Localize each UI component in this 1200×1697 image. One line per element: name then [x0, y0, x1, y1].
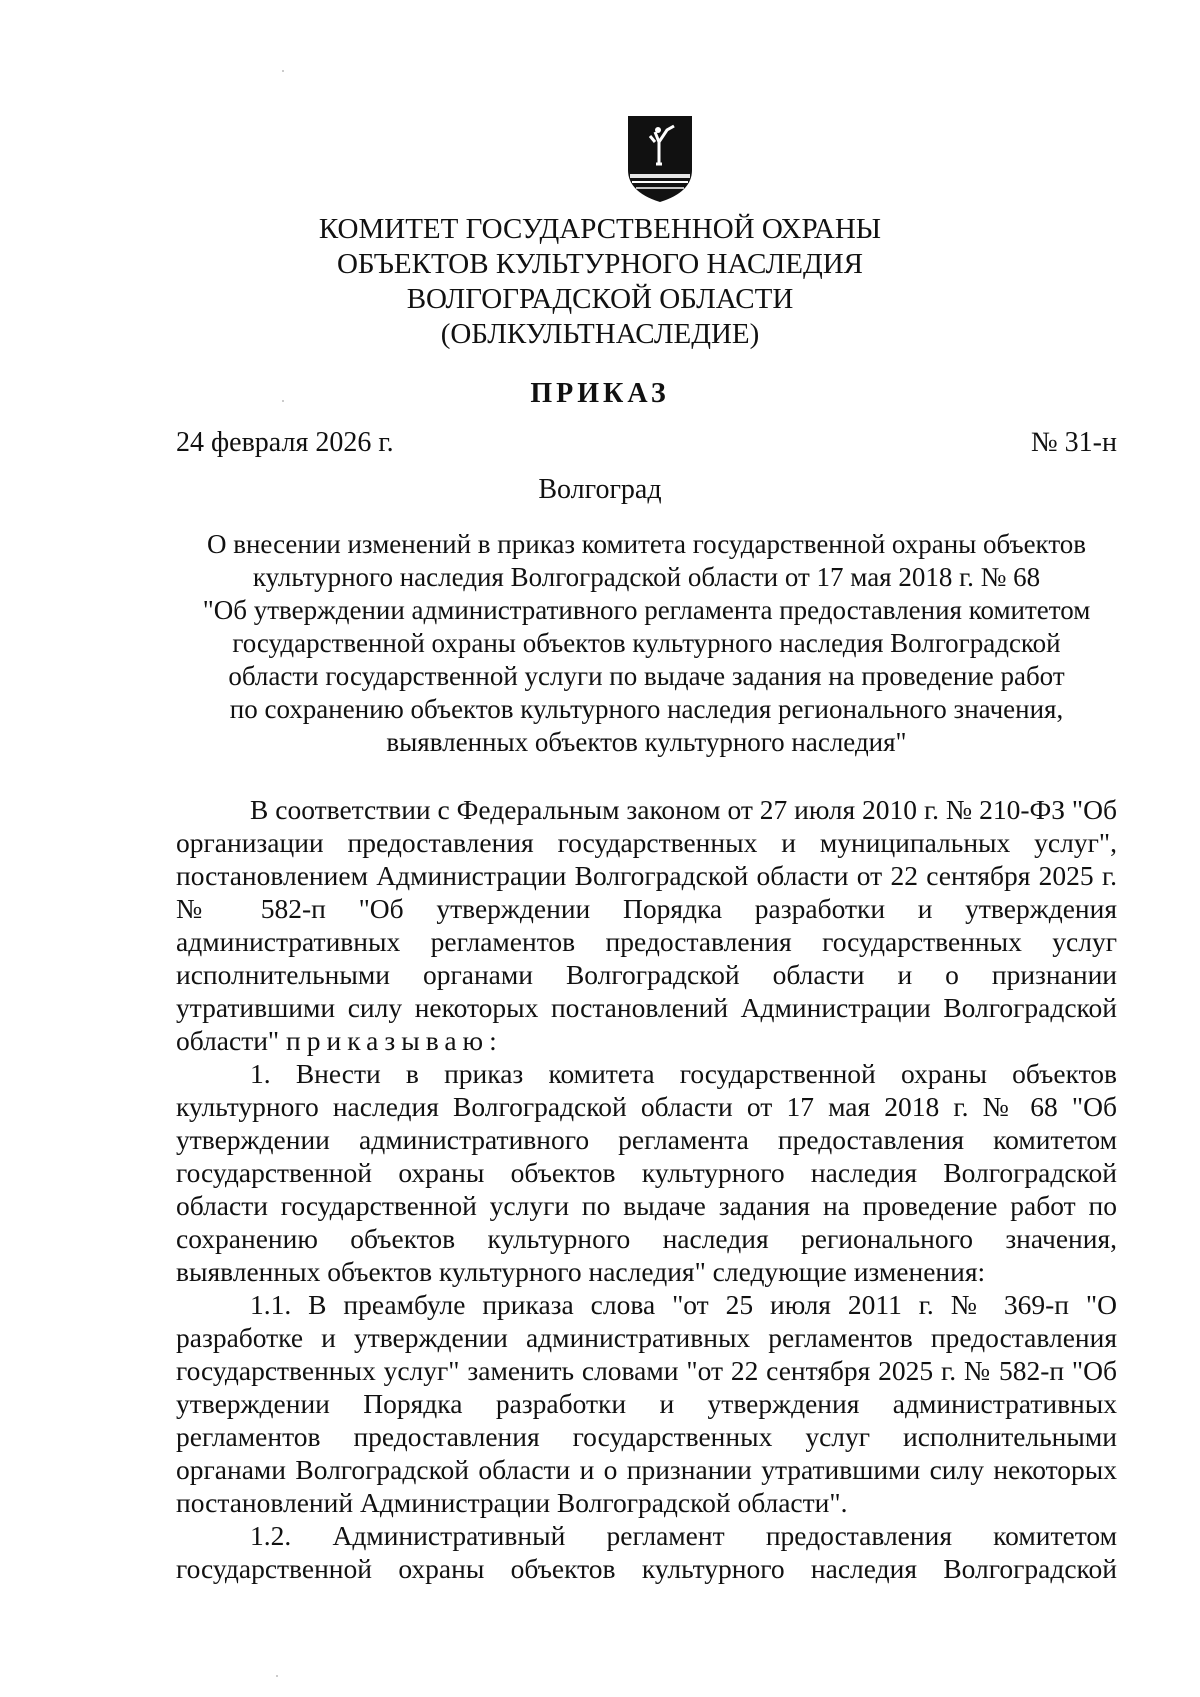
order-number: № 31-н [1030, 427, 1117, 458]
subject-line: по сохранению объектов культурного наследия регионального значения, [229, 694, 1064, 724]
item-1-1-paragraph: 1.1. В преамбуле приказа слова "от 25 июля 2011 г. № 369-п "О разработке и утверждении административных регламентов предоставления государственных услуг" заменить словами "от 22 сентября 2025 г. № 582-п "Об утверждении Порядка разработки и утверждения административных регламентов предоставления государственных услуг исполнительными органами Волгоградской области и о признании утратившими силу некоторых постановлений Администрации Волгоградской области". [176, 1289, 1117, 1518]
item-1-2-paragraph: 1.2. Административный регламент предоставления комитетом государственной охраны объектов культурного наследия Волгоградской [176, 1520, 1117, 1584]
decree-word: приказываю: [286, 1025, 503, 1056]
order-title: ПРИКАЗ [530, 378, 670, 409]
scan-speck [282, 70, 284, 72]
organization-name [0, 212, 1200, 352]
subject-line: выявленных объектов культурного наследия" [386, 727, 907, 757]
subject-line: государственной охраны объектов культурного наследия Волгоградской [232, 628, 1061, 658]
org-line-2: ОБЪЕКТОВ КУЛЬТУРНОГО НАСЛЕДИЯ [336, 248, 864, 280]
order-subject [176, 528, 1117, 759]
subject-line: О внесении изменений в приказ комитета государственной охраны объектов [206, 529, 1087, 559]
scan-speck [282, 400, 284, 402]
subject-line: области государственной услуги по выдаче задания на проведение работ [228, 661, 1065, 691]
item-1-paragraph: 1. Внести в приказ комитета государственной охраны объектов культурного наследия Волгоградской области от 17 мая 2018 г. № 68 "Об утверждении административного регламента предоставления комитетом государственной охраны объектов культурного наследия Волгоградской области государственной услуги по выдаче задания на проведение работ по сохранению объектов культурного наследия регионального значения, выявленных объектов культурного наследия" следующие изменения: [176, 1058, 1117, 1287]
order-date: 24 февраля 2026 г. [176, 427, 394, 458]
order-body [176, 793, 1117, 1585]
org-line-1: КОМИТЕТ ГОСУДАРСТВЕННОЙ ОХРАНЫ [318, 213, 882, 245]
preamble-text: В соответствии с Федеральным законом от 27 июля 2010 г. № 210-ФЗ "Об организации предоставления государственных и муниципальных услуг", постановлением Администрации Волгоградской области от 22 сентября 2025 г. № 582-п "Об утверждении Порядка разработки и утверждения административных регламентов предоставления государственных услуг исполнительными органами Волгоградской области и о признании утратившими силу некоторых постановлений Администрации Волгоградской области" [176, 794, 1117, 1056]
preamble-paragraph [176, 793, 1117, 1057]
org-line-3: ВОЛГОГРАДСКОЙ ОБЛАСТИ [406, 283, 794, 315]
subject-line: "Об утверждении административного регламента предоставления комитетом [202, 595, 1091, 625]
order-city: Волгоград [538, 474, 662, 505]
org-line-4: (ОБЛКУЛЬТНАСЛЕДИЕ) [440, 318, 760, 350]
volgograd-coat-of-arms-icon [622, 112, 698, 204]
scan-speck [276, 1675, 278, 1677]
subject-line: культурного наследия Волгоградской области от 17 мая 2018 г. № 68 [252, 562, 1041, 592]
